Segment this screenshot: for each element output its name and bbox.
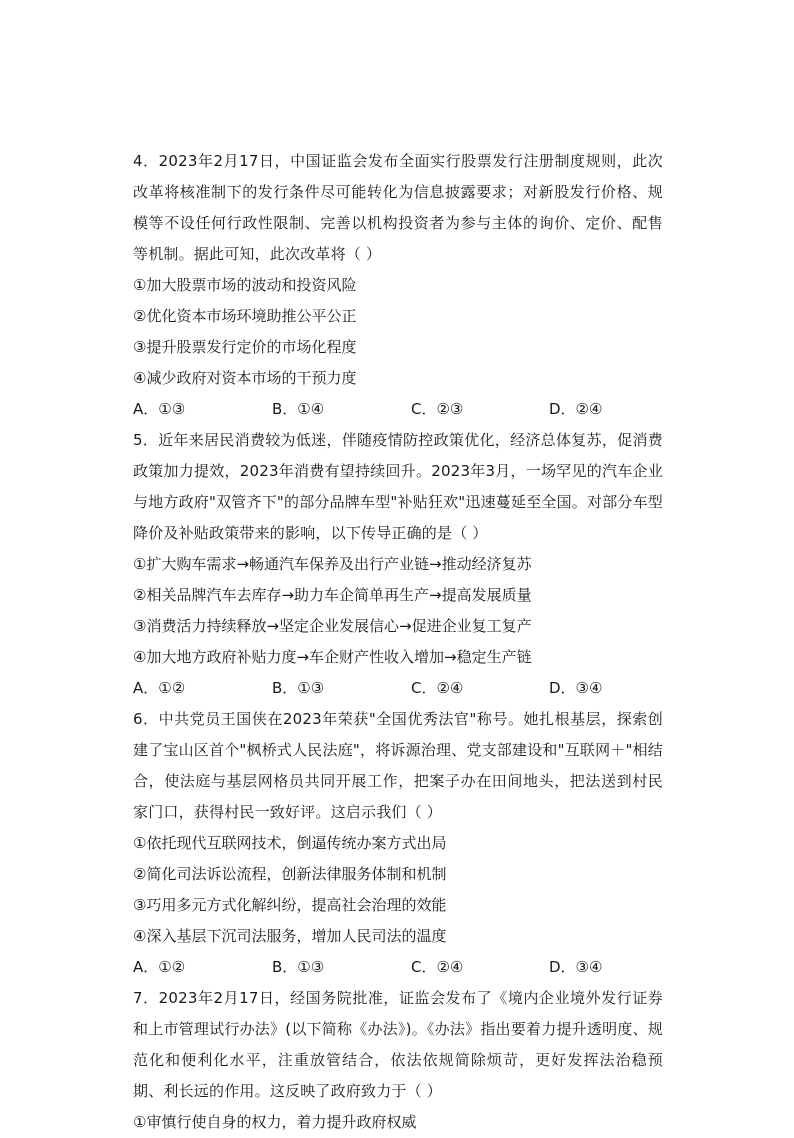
statement-option: ②简化司法诉讼流程，创新法律服务体制和机制 xyxy=(133,865,447,883)
answer-choice-b: B．①③ xyxy=(272,958,325,976)
answer-choice-d: D．③④ xyxy=(549,679,603,697)
answer-choice-a: A．①② xyxy=(133,679,186,697)
answer-choices xyxy=(133,952,663,983)
question-5 xyxy=(133,425,663,704)
statement-option: ①加大股票市场的波动和投资风险 xyxy=(133,276,357,294)
answer-choice-c: C．②③ xyxy=(411,400,464,418)
statement-option: ③消费活力持续释放→坚定企业发展信心→促进企业复工复产 xyxy=(133,617,532,635)
statement-option: ①审慎行使自身的权力，着力提升政府权威 xyxy=(133,1113,417,1131)
statement-option: ③巧用多元方式化解纠纷，提高社会治理的效能 xyxy=(133,896,447,914)
questions-container xyxy=(133,146,663,1138)
question-stem: 6．中共党员王国侠在2023年荣获"全国优秀法官"称号。她扎根基层，探索创建了宝山区首个"枫桥式人民法庭"，将诉源治理、党支部建设和"互联网＋"相结合，使法庭与基层网格员共同开展工作，把案子办在田间地头，把法送到村民家门口，获得村民一致好评。这启示我们（ ） xyxy=(133,710,664,821)
answer-choice-a: A．①③ xyxy=(133,400,186,418)
answer-choices xyxy=(133,394,663,425)
question-7 xyxy=(133,983,663,1138)
statement-option: ②优化资本市场环境助推公平公正 xyxy=(133,307,357,325)
answer-choices xyxy=(133,673,663,704)
answer-choice-b: B．①④ xyxy=(272,400,325,418)
statement-option: ①扩大购车需求→畅通汽车保养及出行产业链→推动经济复苏 xyxy=(133,555,532,573)
question-6 xyxy=(133,704,663,983)
question-stem: 5．近年来居民消费较为低迷，伴随疫情防控政策优化，经济总体复苏，促消费政策加力提效，2023年消费有望持续回升。2023年3月，一场罕见的汽车企业与地方政府"双管齐下"的部分品牌车型"补贴狂欢"迅速蔓延至全国。对部分车型降价及补贴政策带来的影响，以下传导正确的是（ ） xyxy=(133,431,664,542)
statement-option: ①依托现代互联网技术，倒逼传统办案方式出局 xyxy=(133,834,447,852)
statement-option: ④深入基层下沉司法服务，增加人民司法的温度 xyxy=(133,927,447,945)
question-4 xyxy=(133,146,663,425)
statement-option: ③提升股票发行定价的市场化程度 xyxy=(133,338,357,356)
statement-option: ②相关品牌汽车去库存→助力车企简单再生产→提高发展质量 xyxy=(133,586,532,604)
question-stem: 7．2023年2月17日，经国务院批准，证监会发布了《境内企业境外发行证券和上市管理试行办法》(以下简称《办法》)。《办法》指出要着力提升透明度、规范化和便利化水平，注重放管结合，依法依规简除烦苛，更好发挥法治稳预期、利长远的作用。这反映了政府致力于（ ） xyxy=(133,989,663,1100)
answer-choice-c: C．②④ xyxy=(411,679,464,697)
statement-option: ④加大地方政府补贴力度→车企财产性收入增加→稳定生产链 xyxy=(133,648,532,666)
answer-choice-d: D．②④ xyxy=(549,400,603,418)
question-stem: 4．2023年2月17日，中国证监会发布全面实行股票发行注册制度规则，此次改革将核准制下的发行条件尽可能转化为信息披露要求；对新股发行价格、规模等不设任何行政性限制、完善以机构投资者为参与主体的询价、定价、配售等机制。据此可知，此次改革将（ ） xyxy=(133,152,663,263)
answer-choice-c: C．②④ xyxy=(411,958,464,976)
statement-option: ④减少政府对资本市场的干预力度 xyxy=(133,369,357,387)
answer-choice-a: A．①② xyxy=(133,958,186,976)
answer-choice-b: B．①③ xyxy=(272,679,325,697)
answer-choice-d: D．③④ xyxy=(549,958,603,976)
